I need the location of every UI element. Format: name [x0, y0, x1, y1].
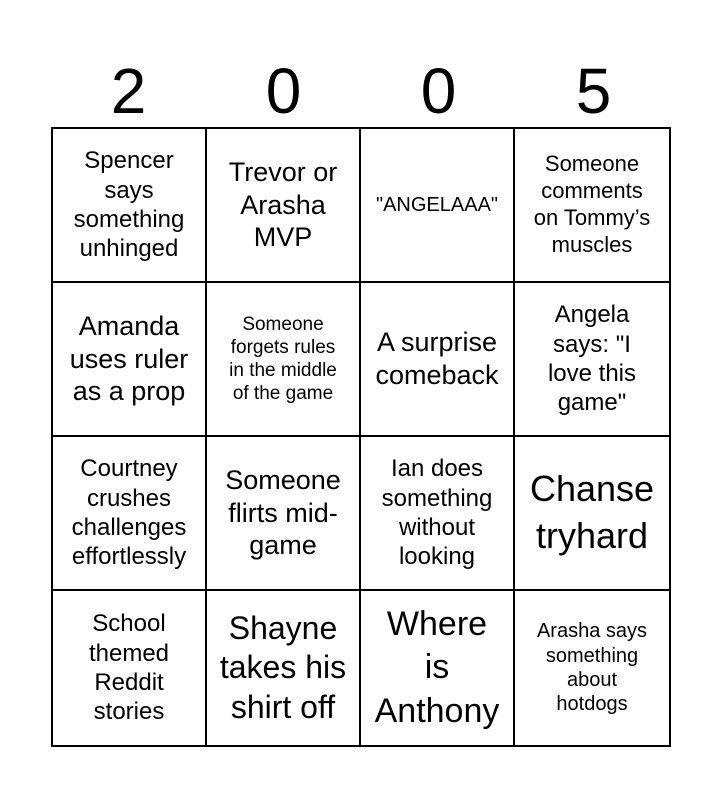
bingo-cell-r4c2[interactable]: [207, 591, 361, 745]
bingo-cell-text: Trevor or Arasha MVP: [228, 156, 338, 253]
bingo-cell-text: Courtney crushes challenges effortlessly: [71, 455, 187, 571]
bingo-cell-text: Ian does something without looking: [381, 455, 493, 571]
bingo-cell-text: Angela says: "I love this game": [547, 301, 637, 417]
bingo-cell-text: Arasha says something about hotdogs: [536, 620, 648, 716]
bingo-cell-text: Where is Anthony: [374, 604, 500, 730]
bingo-cell-r3c2[interactable]: [207, 437, 361, 591]
bingo-cell-text: Spencer says something unhinged: [73, 147, 185, 263]
bingo-cell-r1c4[interactable]: [515, 129, 669, 283]
bingo-cell-r2c1[interactable]: [53, 283, 207, 437]
bingo-board: [51, 127, 671, 747]
bingo-cell-r1c3[interactable]: [361, 129, 515, 283]
bingo-cell-r1c2[interactable]: [207, 129, 361, 283]
bingo-cell-text: Chanse tryhard: [529, 468, 655, 556]
bingo-cell-r4c1[interactable]: [53, 591, 207, 745]
bingo-cell-text: A surprise comeback: [375, 327, 499, 390]
bingo-cell-r2c2[interactable]: [207, 283, 361, 437]
header-letter-1: 2: [110, 55, 147, 127]
bingo-cell-text: Shayne takes his shirt off: [219, 610, 347, 725]
header-letter-3: 0: [420, 55, 457, 127]
header-letter-4: 5: [575, 55, 612, 127]
bingo-cell-text: Someone forgets rules in the middle of the game: [229, 313, 337, 405]
bingo-cell-r4c4[interactable]: [515, 591, 669, 745]
bingo-cell-r3c1[interactable]: [53, 437, 207, 591]
bingo-cell-r3c4[interactable]: [515, 437, 669, 591]
bingo-cell-r2c4[interactable]: [515, 283, 669, 437]
bingo-cell-text: Amanda uses ruler as a prop: [69, 310, 189, 407]
header-letter-2: 0: [265, 55, 302, 127]
bingo-cell-text: Someone comments on Tommy’s muscles: [533, 151, 651, 257]
bingo-cell-text: "ANGELAAA": [375, 193, 499, 216]
bingo-cell-text: Someone flirts mid- game: [225, 464, 341, 561]
bingo-cell-r3c3[interactable]: [361, 437, 515, 591]
bingo-cell-r2c3[interactable]: [361, 283, 515, 437]
bingo-header: [51, 56, 671, 126]
bingo-cell-text: School themed Reddit stories: [88, 610, 170, 726]
bingo-cell-r1c1[interactable]: [53, 129, 207, 283]
bingo-cell-r4c3[interactable]: [361, 591, 515, 745]
